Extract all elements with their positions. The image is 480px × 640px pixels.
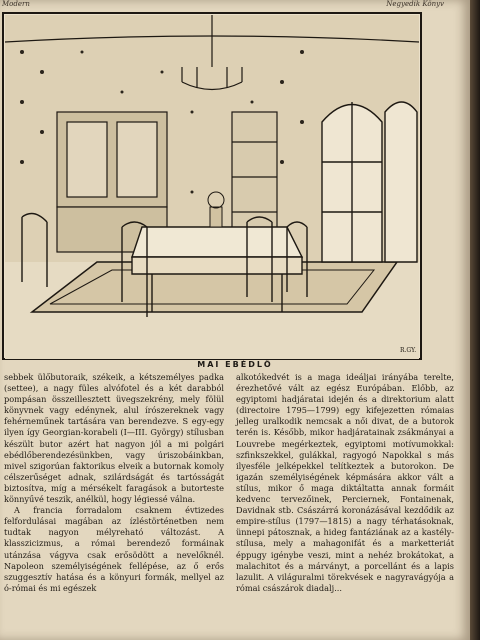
- header-right: Negyedik Könyv: [386, 0, 444, 8]
- book-binding-edge: [470, 0, 480, 640]
- running-header: [0, 0, 470, 10]
- right-column: [236, 372, 454, 594]
- artist-signature: R.GY.: [400, 347, 417, 354]
- french-door: [322, 102, 417, 262]
- paragraph: A francia forradalom csaknem évtizedes felfordulásai magában az ízléstörténetben nem tudtak nagyon mélyreható változást. A klasszicizmus, a római berendező formáinak utánzása vágyva csak erősödött a nevelőknél. Napoleon személyiségének fellépése, az ő erős szuggesztív hatása és a könyuri formák, mellyel az ó-római és mi egészek: [4, 505, 224, 593]
- paragraph: alkotókedvét is a maga ideáljai irányába terelte, érezhetővé vált az egész Európában. Előbb, az egyiptomi hadjáratai idején és a direktorium alatt (directoire 1795—1799) egy kifejezetten rómaias jelleg uralkodik nemcsak a női divat, de a butorok terén is. Később, mikor hadjáratainak zsákmányai a Louvrebe megérkeztek, egyiptomi motívumokkal: szfinkszekkel, gulákkal, ragyogó Napokkal s más ilyesféle jelképekkel telítkeztek a butorokon. De igazán személyiségének képmására akkor vált a stílus, mikor ő maga diktáltatta annak formáit kedvenc tervezőinek, Perciernek, Fontainenak, Davidnak stb. Császárrá koronázásával kezdődik az empire-stílus (1797—1815) a nagy térhatásoknak, ünnepi pátosznak, a hideg fantáziának az a kastély-stílusa, mely a mahagonifát és a marketteriát éppugy igénybe veszi, mint a nehéz brokátokat, a malachitot és a márványt, a porcellánt és a lapis lazulit. A világuralmi törekvések e nagyravágyója a római császárok diadalj...: [236, 372, 454, 593]
- paragraph: sebbek ülőbutoraik, székeik, a kétszemélyes padka (settee), a nagy füles alvófotel és a két darabból pompásan összeillesztett üvegszekrény, mely fölül könyvnek vagy edénynek, alul írószereknek vagy fehérneműnek tartására van berendezve. S egy-egy ilyen így Georgian-korabeli (I—III. György) stílusban készült butor azért hat nagyon jól a mi polgári ebédlőberendezésünkben, vagy úriszobáinkban, mivel szigorúan faktorikus elveik a butornak komoly célszerűséget adnak, szilárdságát és tartósságát biztosítva, míg a mérsékelt faragások a butorteste könnyűvé teszik, anélkül, hogy légiessé válna.: [4, 372, 224, 505]
- illustration-caption: MAI EBÉDLŐ: [197, 360, 273, 369]
- left-column: [4, 372, 224, 594]
- dining-room-illustration: [2, 12, 422, 360]
- header-left: Modern: [2, 0, 30, 8]
